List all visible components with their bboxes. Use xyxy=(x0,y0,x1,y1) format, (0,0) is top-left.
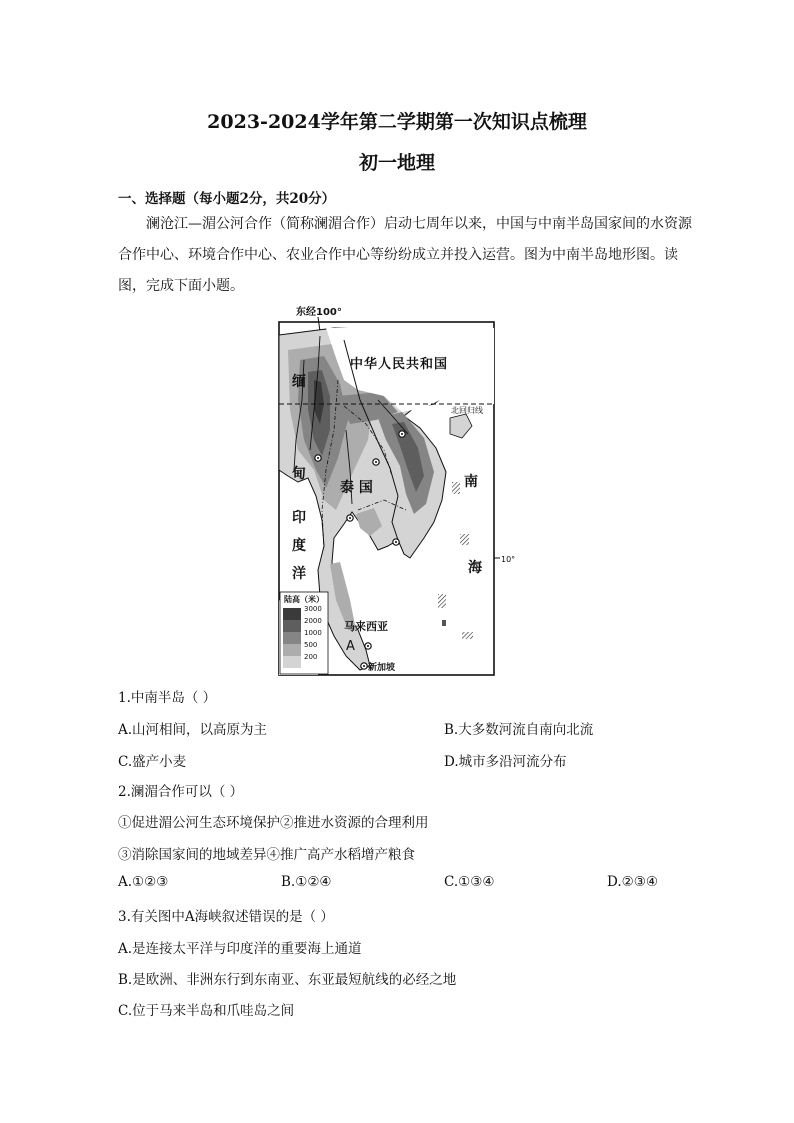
island-hatch xyxy=(452,482,460,494)
island-hatch xyxy=(438,594,446,608)
island-hatch xyxy=(442,620,446,626)
island-hatch xyxy=(462,632,473,639)
legend-swatch-500 xyxy=(283,644,301,656)
legend-level: 500 xyxy=(304,641,318,649)
question-2-option-a[interactable]: A.①②③ xyxy=(118,874,169,890)
tropic-label: 北回归线 xyxy=(451,406,483,415)
legend-level: 200 xyxy=(304,653,318,661)
section-heading: 一、选择题（每小题2分，共20分） xyxy=(118,191,336,207)
question-1-option-b[interactable]: B.大多数河流自南向北流 xyxy=(444,722,594,738)
city-kuala-lumpur-dot xyxy=(367,645,369,647)
label-south-sea-1: 南 xyxy=(464,474,478,490)
question-3-option-c[interactable]: C.位于马来半岛和爪哇岛之间 xyxy=(118,1003,295,1019)
question-2-statements-2: ③消除国家间的地域差异④推广高产水稻增产粮食 xyxy=(118,847,415,863)
legend-swatch-1000 xyxy=(283,632,301,644)
label-china: 中华人民共和国 xyxy=(350,357,449,372)
elevation-legend xyxy=(280,592,328,674)
question-1-option-a[interactable]: A.山河相间，以高原为主 xyxy=(118,722,268,738)
city-bangkok-dot xyxy=(349,517,351,519)
legend-swatch-200 xyxy=(283,656,301,668)
city-naypyidaw-dot xyxy=(317,457,319,459)
label-myanmar-2: 甸 xyxy=(292,466,306,482)
label-malaysia: 马来西亚 xyxy=(344,620,388,633)
question-2-option-c[interactable]: C.①③④ xyxy=(444,874,495,890)
label-indian-ocean-1: 印 xyxy=(292,510,306,526)
label-10-degree: 10° xyxy=(501,555,516,564)
exam-subject: 初一地理 xyxy=(358,152,435,174)
intro-paragraph xyxy=(118,209,693,302)
city-phnom-penh-dot xyxy=(395,541,397,543)
question-2-option-d[interactable]: D.②③④ xyxy=(607,874,658,890)
question-1-option-d[interactable]: D.城市多沿河流分布 xyxy=(444,754,567,770)
intro-text: 澜沧江—湄公河合作（简称澜湄合作）启动七周年以来，中国与中南半岛国家间的水资源合作中心、环境合作中心、农业合作中心等纷纷成立并投入运营。图为中南半岛地形图。读图，完成下面小题。 xyxy=(118,216,692,294)
city-hanoi-dot xyxy=(401,433,403,435)
legend-level: 2000 xyxy=(304,617,322,625)
indochina-terrain-map xyxy=(274,300,516,678)
label-myanmar-1: 缅 xyxy=(292,374,306,390)
city-singapore-dot xyxy=(363,665,365,667)
legend-swatch-2000 xyxy=(283,620,301,632)
legend-level: 3000 xyxy=(304,605,322,613)
label-indian-ocean-2: 度 xyxy=(292,538,306,554)
label-thailand: 泰 国 xyxy=(340,480,373,496)
legend-level: 1000 xyxy=(304,629,322,637)
question-3-option-a[interactable]: A.是连接太平洋与印度洋的重要海上通道 xyxy=(118,941,362,957)
label-strait-a: A xyxy=(346,639,355,654)
legend-swatch-3000 xyxy=(283,608,301,620)
question-2-option-b[interactable]: B.①②④ xyxy=(281,874,332,890)
question-3-option-b[interactable]: B.是欧洲、非洲东行到东南亚、东亚最短航线的必经之地 xyxy=(118,972,457,988)
island-hatch xyxy=(460,534,469,545)
question-1-option-c[interactable]: C.盛产小麦 xyxy=(118,754,187,770)
meridian-label: 东经100° xyxy=(296,307,342,318)
city-vientiane-dot xyxy=(375,461,377,463)
question-2-statements-1: ①促进湄公河生态环境保护②推进水资源的合理利用 xyxy=(118,815,429,831)
question-1-stem: 1.中南半岛（ ） xyxy=(118,690,217,706)
label-indian-ocean-3: 洋 xyxy=(292,566,306,582)
exam-title: 2023-2024学年第二学期第一次知识点梳理 xyxy=(207,111,587,133)
question-2-stem: 2.澜湄合作可以（ ） xyxy=(118,784,244,800)
legend-title: 陆高（米） xyxy=(284,595,324,604)
label-singapore: 新加坡 xyxy=(368,663,396,673)
question-3-stem: 3.有关图中A海峡叙述错误的是（ ） xyxy=(118,909,334,925)
label-south-sea-2: 海 xyxy=(468,560,482,576)
